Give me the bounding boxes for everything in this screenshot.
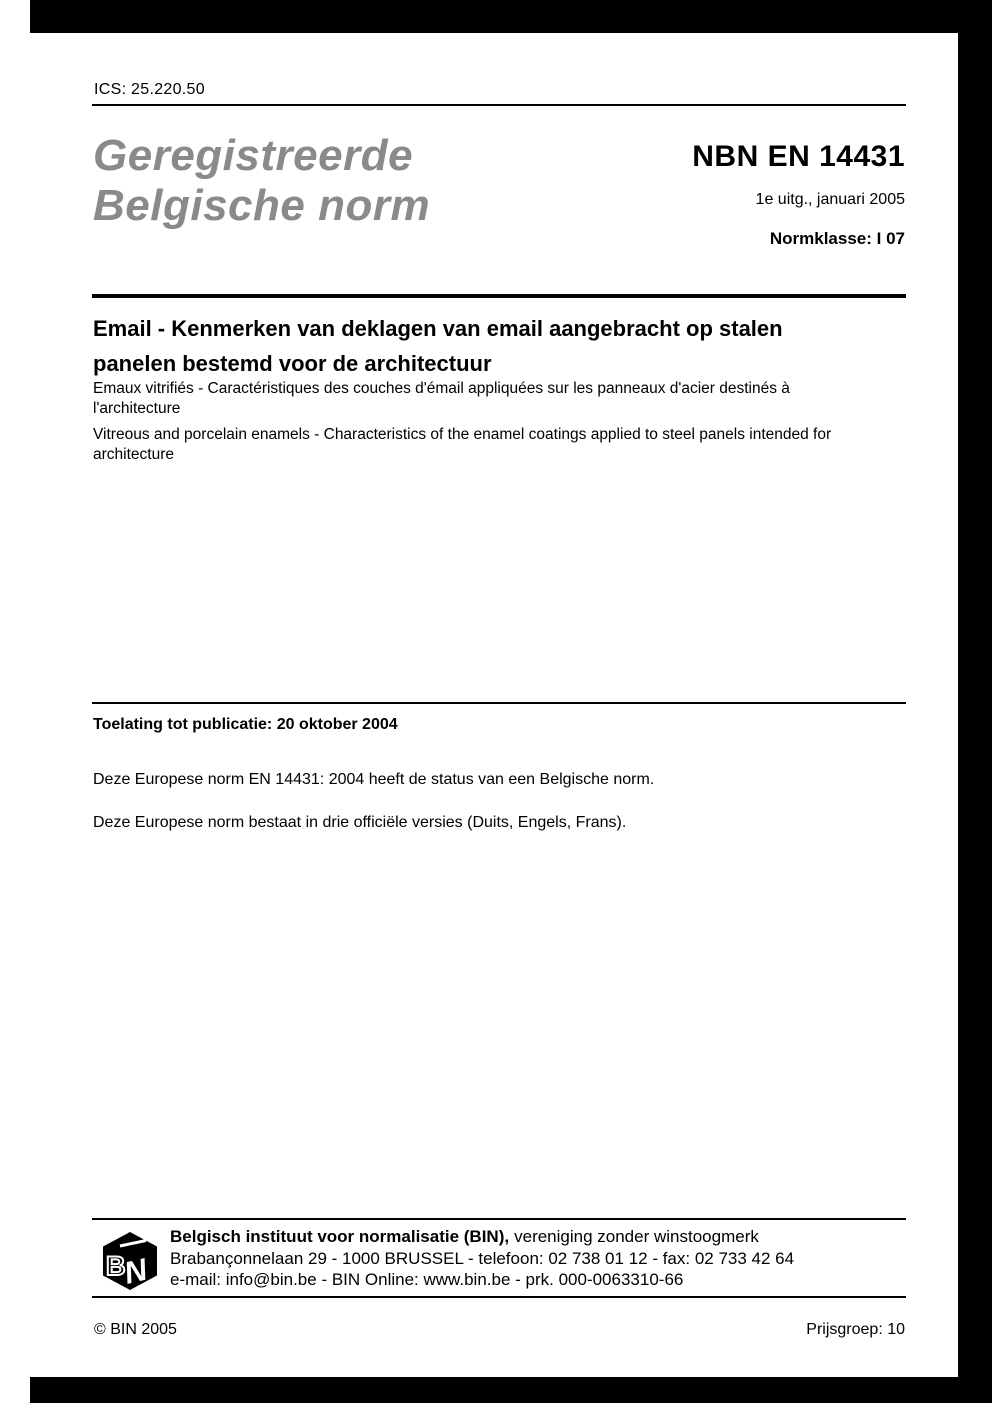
rule-under-ics: [92, 104, 906, 106]
copyright: © BIN 2005: [94, 1321, 177, 1338]
price-group: Prijsgroep: 10: [806, 1321, 905, 1338]
title-french: Emaux vitrifiés - Caractéristiques des couches d'émail appliquées sur les panneaux d'acier destinés à l'architecture: [93, 380, 790, 417]
scan-border-right: [958, 0, 992, 1403]
document-number: NBN EN 14431: [692, 140, 905, 173]
norm-status-text: Deze Europese norm EN 14431: 2004 heeft de status van een Belgische norm.: [93, 771, 655, 788]
institute-descriptor: vereniging zonder winstoogmerk: [514, 1227, 759, 1246]
rule-above-title: [92, 294, 906, 298]
scan-border-top: [30, 0, 992, 33]
brand-heading-line2: Belgische norm: [93, 181, 431, 230]
publication-approval: Toelating tot publicatie: 20 oktober 2004: [93, 716, 398, 733]
institute-contact: e-mail: info@bin.be - BIN Online: www.bin.be - prk. 000-0063310-66: [170, 1270, 684, 1289]
rule-footer-bottom: [92, 1296, 906, 1298]
rule-footer-top: [92, 1218, 906, 1220]
scan-border-bottom: [30, 1377, 992, 1403]
norm-versions-text: Deze Europese norm bestaat in drie officiële versies (Duits, Engels, Frans).: [93, 814, 627, 831]
bin-cube-logo-icon: [100, 1231, 160, 1291]
title-dutch: Email - Kenmerken van deklagen van email aangebracht op stalen panelen bestemd voor de architectuur: [93, 316, 783, 376]
rule-above-publication: [92, 702, 906, 704]
institute-address: Brabançonnelaan 29 - 1000 BRUSSEL - telefoon: 02 738 01 12 - fax: 02 733 42 64: [170, 1248, 795, 1268]
institute-info: [170, 1226, 794, 1291]
ics-code: ICS: 25.220.50: [94, 81, 205, 98]
logo-letter-n: N: [120, 1251, 151, 1291]
edition-date: 1e uitg., januari 2005: [755, 191, 905, 208]
institute-name-line: [170, 1226, 794, 1248]
brand-heading: [93, 131, 430, 231]
logo-letter-b: B: [106, 1251, 126, 1281]
institute-name: Belgisch instituut voor normalisatie (BIN),: [170, 1227, 510, 1246]
norm-class: Normklasse: I 07: [769, 229, 905, 248]
title-english: Vitreous and porcelain enamels - Characteristics of the enamel coatings applied to steel panels intended for architecture: [93, 426, 832, 463]
brand-heading-line1: Geregistreerde: [93, 131, 414, 180]
